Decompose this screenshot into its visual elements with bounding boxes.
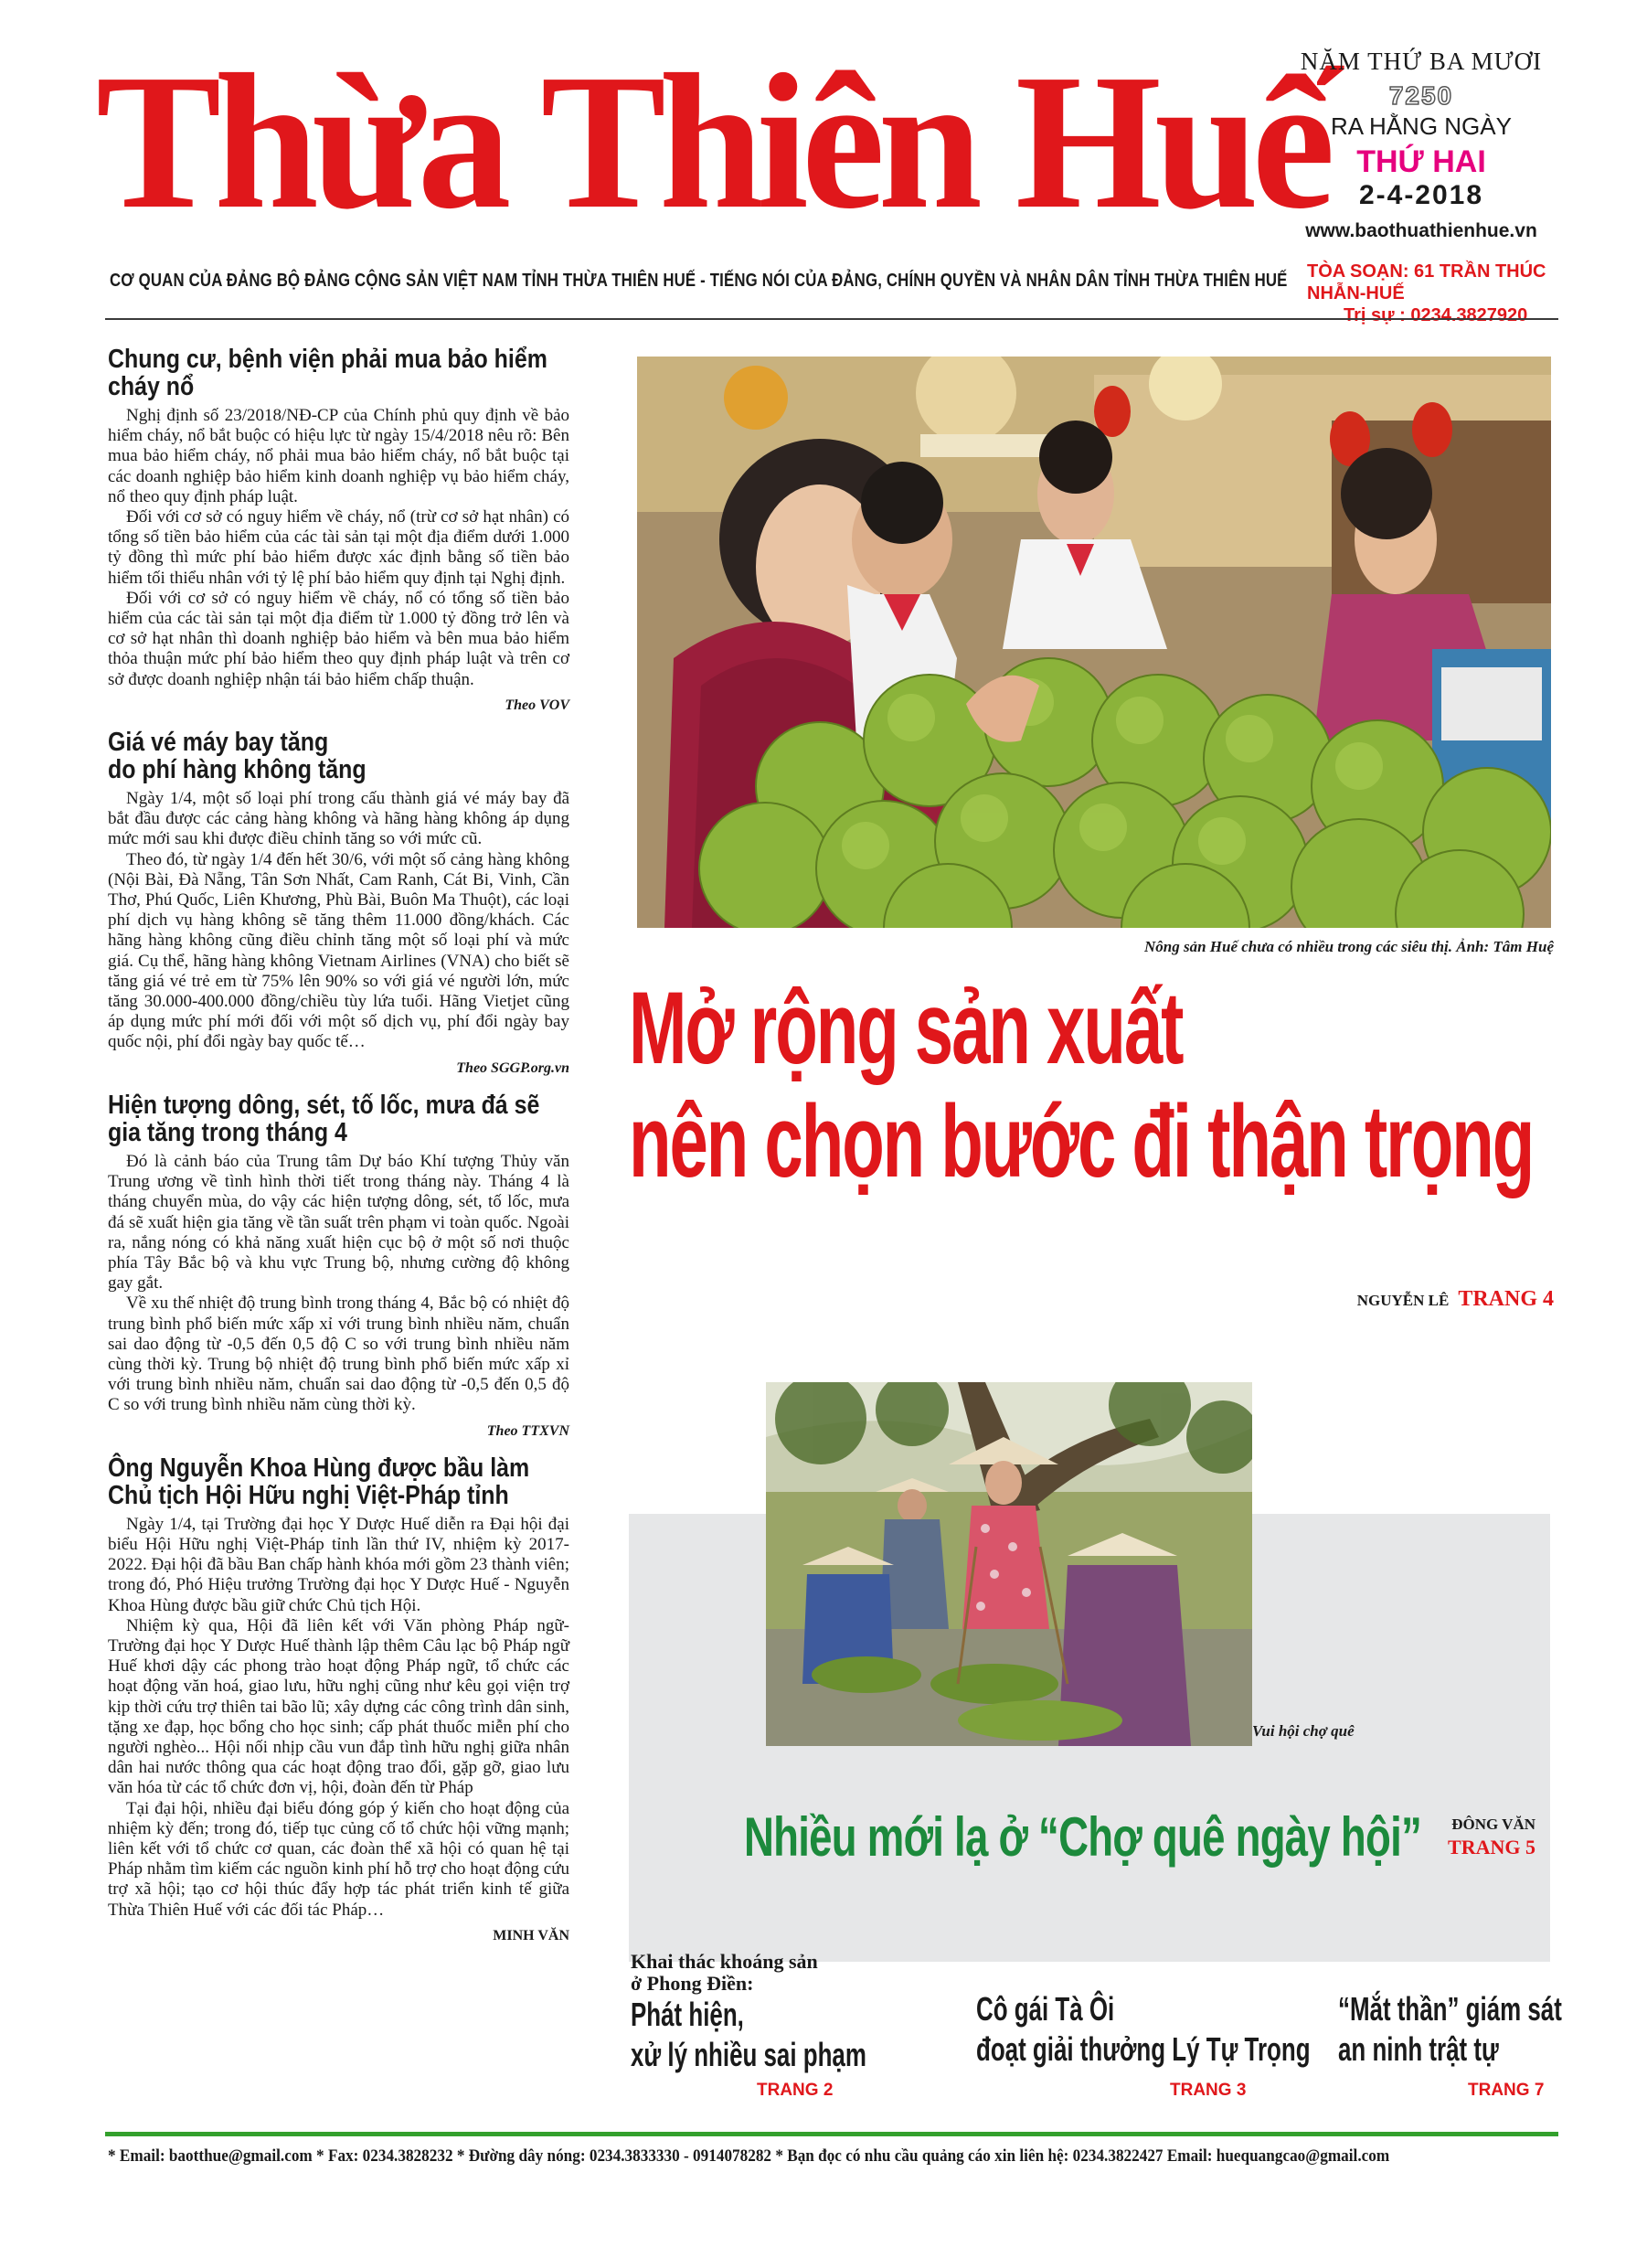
teaser-headline: xử lý nhiều sai phạm — [631, 2036, 866, 2073]
story-paragraph: Về xu thế nhiệt độ trung bình trong tháng 4, Bắc bộ có nhiệt độ trung bình phổ biến mức xấp xỉ với trung bình nhiều năm, chuẩn sai dao động từ -0,5 đến 0,5 độ C so với trung bình nhiều năm cùng thời kỳ. Trung bộ nhiệt độ trung bình phổ biến mức xấp xỉ với trung bình nhiều năm, chuẩn sai dao động từ -0,5 đến 0,5 độ C so với trung bình nhiều năm cùng thời kỳ. — [108, 1294, 569, 1415]
publication-year: NĂM THỨ BA MƯƠI — [1300, 48, 1543, 75]
photo-caption: Nông sản Huế chưa có nhiều trong các siêu thị. Ảnh: Tâm Huệ — [1143, 938, 1554, 955]
news-brief-column — [108, 346, 569, 1959]
story-friendship-association — [108, 1454, 569, 1946]
newspaper-title: Thừa Thiên Huế — [96, 34, 1329, 249]
address-line: TÒA SOẠN: 61 TRẦN THÚC NHẪN-HUẾ — [1307, 261, 1546, 303]
feature-headline[interactable]: Nhiều mới lạ ở “Chợ quê ngày hội” — [744, 1806, 1422, 1868]
author-name: NGUYỄN LÊ — [1356, 1292, 1450, 1309]
story-title-line: Giá vé máy bay tăng — [108, 728, 329, 758]
newspaper-tagline: CƠ QUAN CỦA ĐẢNG BỘ ĐẢNG CỘNG SẢN VIỆT NAM TỈNH THỪA THIÊN HUẾ - TIẾNG NÓI CỦA ĐẢNG, CHÍNH QUYỀN VÀ NHÂN DÂN TỈNH THỪA THIÊN HUẾ — [110, 271, 1288, 291]
story-weather — [108, 1091, 569, 1442]
story-title[interactable] — [108, 1454, 568, 1509]
feature-byline — [1408, 1815, 1535, 1859]
teaser-page-reference[interactable]: TRANG 3 — [1170, 2081, 1247, 2100]
author-name: ĐÔNG VĂN — [1451, 1815, 1535, 1833]
story-paragraph: Đối với cơ sở có nguy hiểm về cháy, nổ có tổng số tiền bảo hiểm của các tài sản tại một địa điểm từ 1.000 tỷ đồng trở lên và cơ sở hạt nhân thì doanh nghiệp bảo hiểm và bên mua bảo hiểm thỏa thuận mức phí bảo hiểm theo quy định pháp luật và trên cơ sở được doanh nghiệp nhận tái bảo hiểm chấp thuận. — [108, 588, 569, 689]
story-paragraph: Tại đại hội, nhiều đại biểu đóng góp ý kiến cho hoạt động của nhiệm kỳ đến; trong đó, tiếp tục củng cố tổ chức hội vững mạnh; liên kết với tổ chức cơ quan, các đoàn thể xã hội có quan hệ tại Pháp nhằm tìm kiếm các nguồn kinh phí hỗ trợ cho hoạt động cứu trợ xã hội; tạo cơ hội thúc đẩy hợp tác phát triển kinh tế giữa Thừa Thiên Huế với các đối tác Pháp… — [108, 1798, 569, 1920]
story-fire-insurance — [108, 346, 569, 716]
story-title-line: do phí hàng không tăng — [108, 755, 367, 785]
supermarket-photo — [637, 357, 1551, 928]
teaser-headline: đoạt giải thưởng Lý Tự Trọng — [976, 2030, 1311, 2068]
page-reference[interactable]: TRANG 5 — [1448, 1836, 1535, 1858]
story-paragraph: Theo đó, từ ngày 1/4 đến hết 30/6, với một số cảng hàng không (Nội Bài, Đà Nẵng, Tân Sơn Nhất, Cam Ranh, Cát Bi, Vinh, Cần Thơ, Phú Quốc, Liên Khương, Phù Bài, Buôn Ma Thuột), các loại phí dịch vụ hàng không sẽ tăng thêm 11.000 đồng/khách. Các hãng hàng không cũng điều chỉnh tăng một số loại phí và mức giá. Cụ thể, hãng hàng không Vietnam Airlines (VNA) cho biết sẽ tăng giá vé trẻ em từ 75% lên 90% so với giá vé người lớn, mức tăng 30.000-400.000 đồng/chiều tùy lứa tuổi. Hãng Vietjet cũng áp dụng mức phí mới đối với một số dịch vụ, phí đổi ngày bay quốc nội, phí đổi ngày bay quốc tế… — [108, 849, 569, 1052]
teaser-headline: an ninh trật tự — [1338, 2030, 1499, 2068]
story-paragraph: Ngày 1/4, một số loại phí trong cấu thành giá vé máy bay đã bắt đầu được các cảng hàng không và hãng hàng không áp dụng mức mới sau khi được điều chỉnh tăng so với mức cũ. — [108, 789, 569, 849]
story-source: MINH VĂN — [493, 1927, 569, 1943]
phone-line: Trị sự : 0234.3827920 — [1344, 305, 1528, 325]
office-address — [1307, 261, 1609, 326]
story-paragraph: Nhiệm kỳ qua, Hội đã liên kết với Văn phòng Pháp ngữ-Trường đại học Y Dược Huế thành lập thêm Câu lạc bộ Pháp ngữ Huế khơi dậy các phong trào hoạt động Pháp ngữ, tổ chức các hoạt động văn hoá, giao lưu, hữu nghị cũng như kêu gọi viện trợ kịp thời cứu trợ thiên tai bão lũ; xây dựng các công trình dân sinh, tặng xe đạp, học bổng cho học sinh; cấp phát thuốc miễn phí cho người nghèo... Hội nối nhịp cầu vun đắp tình hữu nghị giữa nhân dân hai nước thông qua các hoạt động trao đổi, gặp gỡ, giao lưu văn hóa từ các tổ chức đơn vị, hội, đoàn đến từ Pháp — [108, 1615, 569, 1798]
website-link[interactable]: www.baothuathienhue.vn — [1305, 220, 1537, 241]
masthead-divider — [105, 318, 1558, 320]
teaser-kicker: ở Phong Điền: — [631, 1972, 754, 1995]
story-paragraph: Ngày 1/4, tại Trường đại học Y Dược Huế diễn ra Đại hội đại biểu Hội Hữu nghị Việt-Pháp tỉnh lần thứ IV, nhiệm kỳ 2017-2022. Đại hội đã bầu Ban chấp hành khóa mới gồm 23 thành viên; trong đó, Phó Hiệu trưởng Trường đại học Y Dược Huế - Nguyễn Khoa Hùng được bầu giữ chức Chủ tịch Hội. — [108, 1514, 570, 1615]
footer-divider — [105, 2132, 1558, 2136]
page-reference[interactable]: TRANG 4 — [1458, 1287, 1554, 1311]
teaser-kicker: Khai thác khoáng sản — [631, 1950, 818, 1973]
story-source: Theo TTXVN — [486, 1422, 569, 1439]
story-title-line: Ông Nguyễn Khoa Hùng được bầu làm — [108, 1453, 530, 1483]
issue-date: 2-4-2018 — [1358, 180, 1484, 210]
frequency-label: RA HẰNG NGÀY — [1331, 112, 1512, 140]
teaser-headline: Cô gái Tà Ôi — [976, 1990, 1115, 2028]
teaser-page-reference[interactable]: TRANG 7 — [1468, 2081, 1545, 2100]
lead-byline — [1097, 1287, 1554, 1312]
teaser-surveillance[interactable] — [1338, 1989, 1612, 2070]
headline-line: Mở rộng sản xuất — [629, 971, 1183, 1085]
market-photo — [766, 1382, 1252, 1746]
issue-info — [1266, 48, 1577, 242]
story-title-line: Chủ tịch Hội Hữu nghị Việt-Pháp tỉnh — [108, 1480, 509, 1510]
lead-headline[interactable] — [629, 972, 1579, 1198]
weekday-label: THỨ HAI — [1356, 144, 1486, 179]
story-title[interactable]: Chung cư, bệnh viện phải mua bảo hiểm cháy nổ — [108, 345, 547, 401]
photo-caption: Vui hội chợ quê — [1252, 1722, 1355, 1740]
story-airfare — [108, 729, 569, 1079]
story-title[interactable]: Hiện tượng dông, sét, tố lốc, mưa đá sẽ gia tăng trong tháng 4 — [108, 1090, 540, 1147]
story-source: Theo SGGP.org.vn — [456, 1059, 569, 1076]
story-paragraph: Nghị định số 23/2018/NĐ-CP của Chính phủ quy định về bảo hiểm cháy, nổ bắt buộc có hiệu lực từ ngày 15/4/2018 nêu rõ: Bên mua bảo hiểm cháy, nổ phải mua bảo hiểm cháy, nổ bắt buộc tại các doanh nghiệp bảo hiểm kinh doanh nghiệp vụ bảo hiểm cháy, nổ theo quy định pháp luật. — [108, 406, 569, 506]
issue-number: 7250 — [1388, 81, 1454, 110]
headline-line: nên chọn bước đi thận trọng — [629, 1084, 1534, 1198]
story-source: Theo VOV — [505, 697, 569, 713]
story-paragraph: Đó là cảnh báo của Trung tâm Dự báo Khí tượng Thủy văn Trung ương về tình hình thời tiết trong tháng này. Tháng 4 là tháng chuyển mùa, do vậy các hiện tượng dông, sét, tố lốc, mưa đá sẽ xuất hiện gia tăng về tần suất trên phạm vi toàn quốc. Ngoài ra, nắng nóng có khả năng xuất hiện cục bộ ở một số nơi thuộc phía Tây Bắc bộ và khu vực Trung bộ, nhưng cường độ không gay gắt. — [108, 1151, 569, 1294]
teaser-headline: Phát hiện, — [631, 1996, 744, 2033]
story-paragraph: Đối với cơ sở có nguy hiểm về cháy, nổ (trừ cơ sở hạt nhân) có tổng số tiền bảo hiểm của các tài sản tại một địa điểm dưới 1.000 tỷ đồng thì mức phí bảo hiểm được xác định bằng số tiền bảo hiểm tối thiểu nhân với tỷ lệ phí bảo hiểm quy định tại Nghị định. — [108, 507, 569, 588]
story-title[interactable] — [108, 729, 568, 783]
teaser-ta-oi-girl[interactable] — [976, 1989, 1311, 2070]
teaser-headline: “Mắt thần” giám sát — [1338, 1990, 1562, 2028]
teaser-page-reference[interactable]: TRANG 2 — [757, 2081, 834, 2100]
contact-footer: * Email: baotthue@gmail.com * Fax: 0234.3828232 * Đường dây nóng: 0234.3833330 - 0914078282 * Bạn đọc có nhu cầu quảng cáo xin liên hệ: 0234.3822427 Email: huequangcao@gmail.com — [108, 2146, 1390, 2166]
teaser-mining[interactable] — [631, 1951, 932, 2075]
